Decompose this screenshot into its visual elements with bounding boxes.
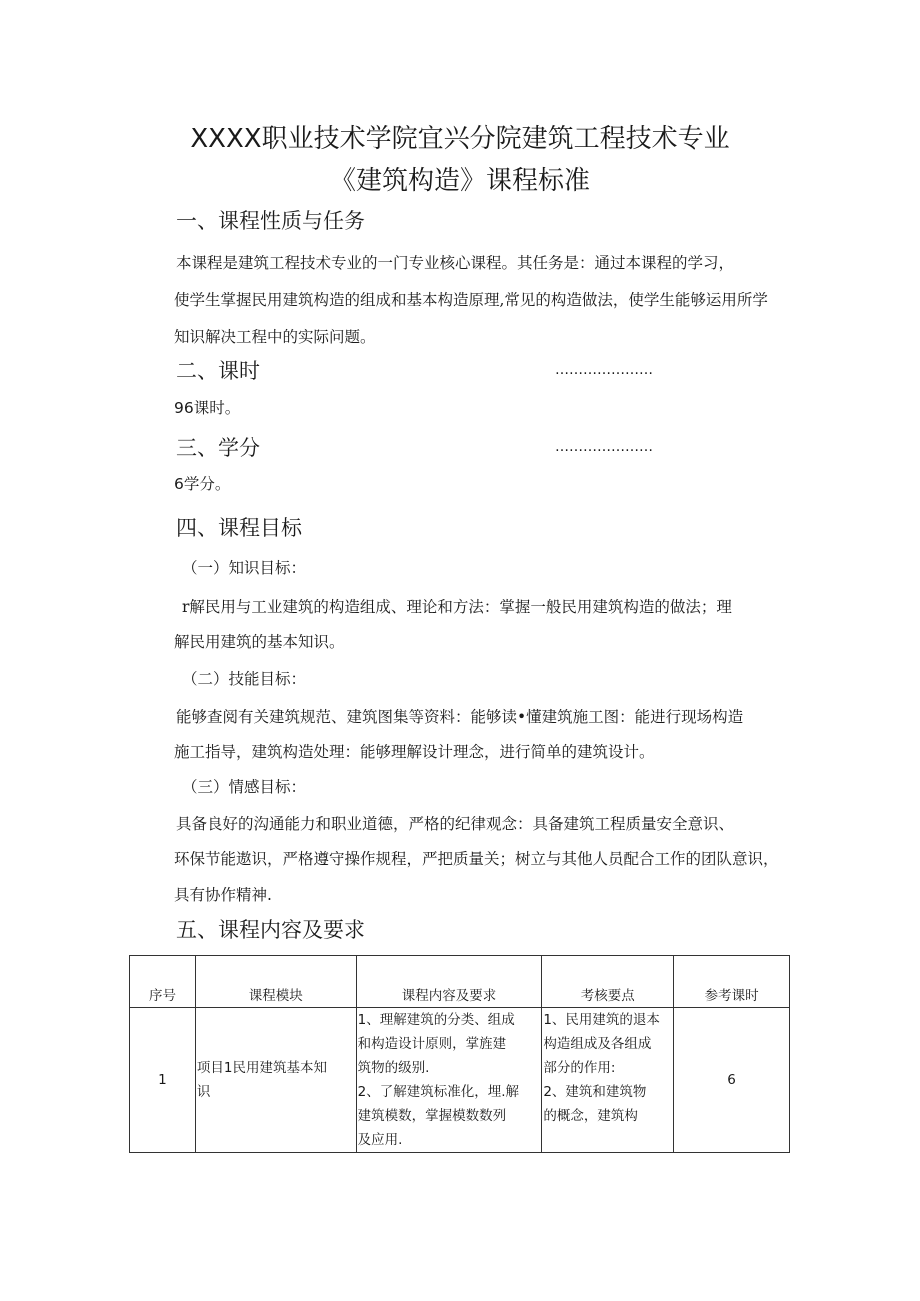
paragraph-line: 能够查阅有关建筑规范、建筑图集等资料：能够读•懂建筑施工图：能进行现场构造	[176, 708, 744, 726]
cell-line: 筑物的级别.	[357, 1060, 430, 1076]
cell-line: 1、民用建筑的退本	[543, 1012, 660, 1028]
paragraph-line: 知识解决工程中的实际问题。	[174, 328, 376, 346]
section-heading-credits: 三、学分	[176, 436, 260, 460]
paragraph-line: 施工指导，建筑构造处理：能够理解设计理念，进行简单的建筑设计。	[174, 743, 655, 761]
paragraph-line: 具有协作精神.	[174, 886, 272, 904]
toc-leader: …………………	[555, 362, 653, 378]
table-header-cell: 课程内容及要求	[356, 956, 542, 1008]
credits-value: 6学分。	[174, 475, 231, 493]
cell-line: 部分的作用:	[543, 1060, 616, 1076]
table-header-cell: 序号	[130, 956, 196, 1008]
course-content-table	[129, 955, 790, 1153]
section-heading-objectives: 四、课程目标	[176, 516, 302, 540]
module-cell	[195, 1008, 356, 1153]
document-title-line1: XXXX职业技术学院宜兴分院建筑工程技术专业	[190, 124, 730, 154]
table-header-cell: 考核要点	[542, 956, 674, 1008]
skill-objective-label: （二）技能目标：	[182, 670, 307, 688]
cell-line: 2、了解建筑标准化，埋.解	[357, 1084, 520, 1100]
table-header-row	[130, 956, 790, 1008]
cell-line: 构造组成及各组成	[543, 1036, 652, 1052]
paragraph-line: 使学生掌握民用建筑构造的组成和基本构造原理,常见的构造做法，使学生能够运用所学	[174, 291, 768, 309]
paragraph-line: 环保节能遨识，严格遵守操作规程，严把质量关；树立与其他人员配合工作的团队意识，	[174, 850, 779, 868]
cell-line: 1、理解建筑的分类、组成	[357, 1012, 515, 1028]
paragraph-line: r解民用与工业建筑的构造组成、理论和方法：掌握一般民用建筑构造的做法；理	[182, 598, 732, 616]
assessment-points-cell	[542, 1008, 674, 1153]
reference-hours: 6	[674, 1008, 790, 1153]
paragraph-line: 具备良好的沟通能力和职业道德，严格的纪律观念：具备建筑工程质量安全意识、	[176, 815, 735, 833]
document-title-line2: 《建筑构造》课程标准	[329, 166, 590, 196]
section-heading-nature: 一、课程性质与任务	[176, 209, 365, 233]
table-header-cell: 参考课时	[674, 956, 790, 1008]
row-number: 1	[130, 1008, 196, 1153]
hours-value: 96课时。	[174, 399, 241, 417]
cell-line: 和构造设计原则，掌旌建	[357, 1036, 507, 1052]
section-heading-hours: 二、课时	[176, 359, 260, 383]
cell-line: 的概念，建筑构	[543, 1108, 638, 1124]
table-row	[130, 1008, 790, 1153]
section-heading-content: 五、课程内容及要求	[176, 918, 365, 942]
module-name-line: 识	[196, 1084, 211, 1100]
module-name-line: 项目1民用建筑基本知	[196, 1060, 327, 1076]
knowledge-objective-label: （一）知识目标：	[182, 559, 307, 577]
toc-leader: …………………	[555, 439, 653, 455]
emotion-objective-label: （三）情感目标：	[182, 778, 307, 796]
cell-line: 建筑模数，掌握模数数列	[357, 1108, 507, 1124]
table-header-cell: 课程模块	[195, 956, 356, 1008]
paragraph-line: 本课程是建筑工程技术专业的一门专业核心课程。其任务是：通过本课程的学习，	[176, 254, 735, 272]
cell-line: 及应用.	[357, 1132, 403, 1148]
paragraph-line: 解民用建筑的基本知识。	[174, 633, 345, 651]
cell-line: 2、建筑和建筑物	[543, 1084, 647, 1100]
content-requirements-cell	[356, 1008, 542, 1153]
